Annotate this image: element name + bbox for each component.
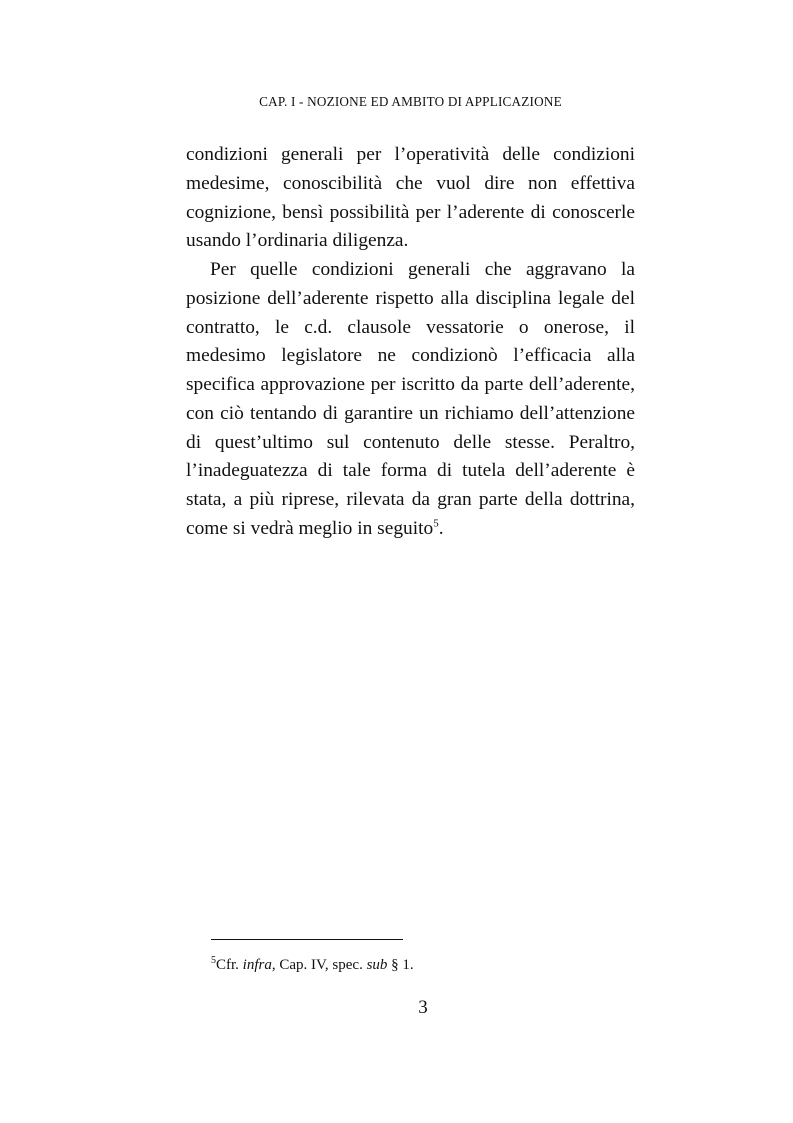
paragraph-2-text: Per quelle condizioni generali che aggravano la posizione dell’aderente rispetto alla disciplina legale del contratto, le c.d. clausole vessatorie o onerose, il medesimo legislatore ne condizionò l’efficacia alla specifica approvazione per iscritto da parte dell’aderente, con ciò tentando di garantire un richiamo dell’attenzione di quest’ultimo sul contenuto delle stesse. Peraltro, l’inadeguatezza di tale forma di tutela dell’aderente è stata, a più riprese, rilevata da gran parte della dottrina, come si vedrà meglio in seguito	[186, 259, 635, 539]
paragraph-1: condizioni generali per l’operatività delle condizioni medesime, conoscibilità che vuol dire non effettiva cognizione, bensì possibilità per l’aderente di conoscerle usando l’ordinaria diligenza.	[186, 144, 635, 252]
footnote-reference[interactable]: 5	[433, 517, 439, 530]
footnote-suffix: § 1.	[387, 957, 414, 973]
footnote-separator	[211, 939, 403, 940]
footnote-marker: 5	[211, 955, 216, 966]
body-text	[186, 141, 635, 544]
paragraph-2-end: .	[438, 517, 444, 539]
running-header: CAP. I - NOZIONE ED AMBITO DI APPLICAZIONE	[259, 94, 562, 109]
paragraph-2	[186, 256, 635, 544]
page-number: 3	[418, 997, 428, 1018]
footnote-sub: sub	[366, 957, 388, 973]
footnote-prefix: Cfr.	[216, 957, 243, 973]
footnote	[211, 955, 635, 975]
footnote-middle: , Cap. IV, spec.	[271, 957, 367, 973]
footnote-infra: infra	[242, 957, 272, 973]
